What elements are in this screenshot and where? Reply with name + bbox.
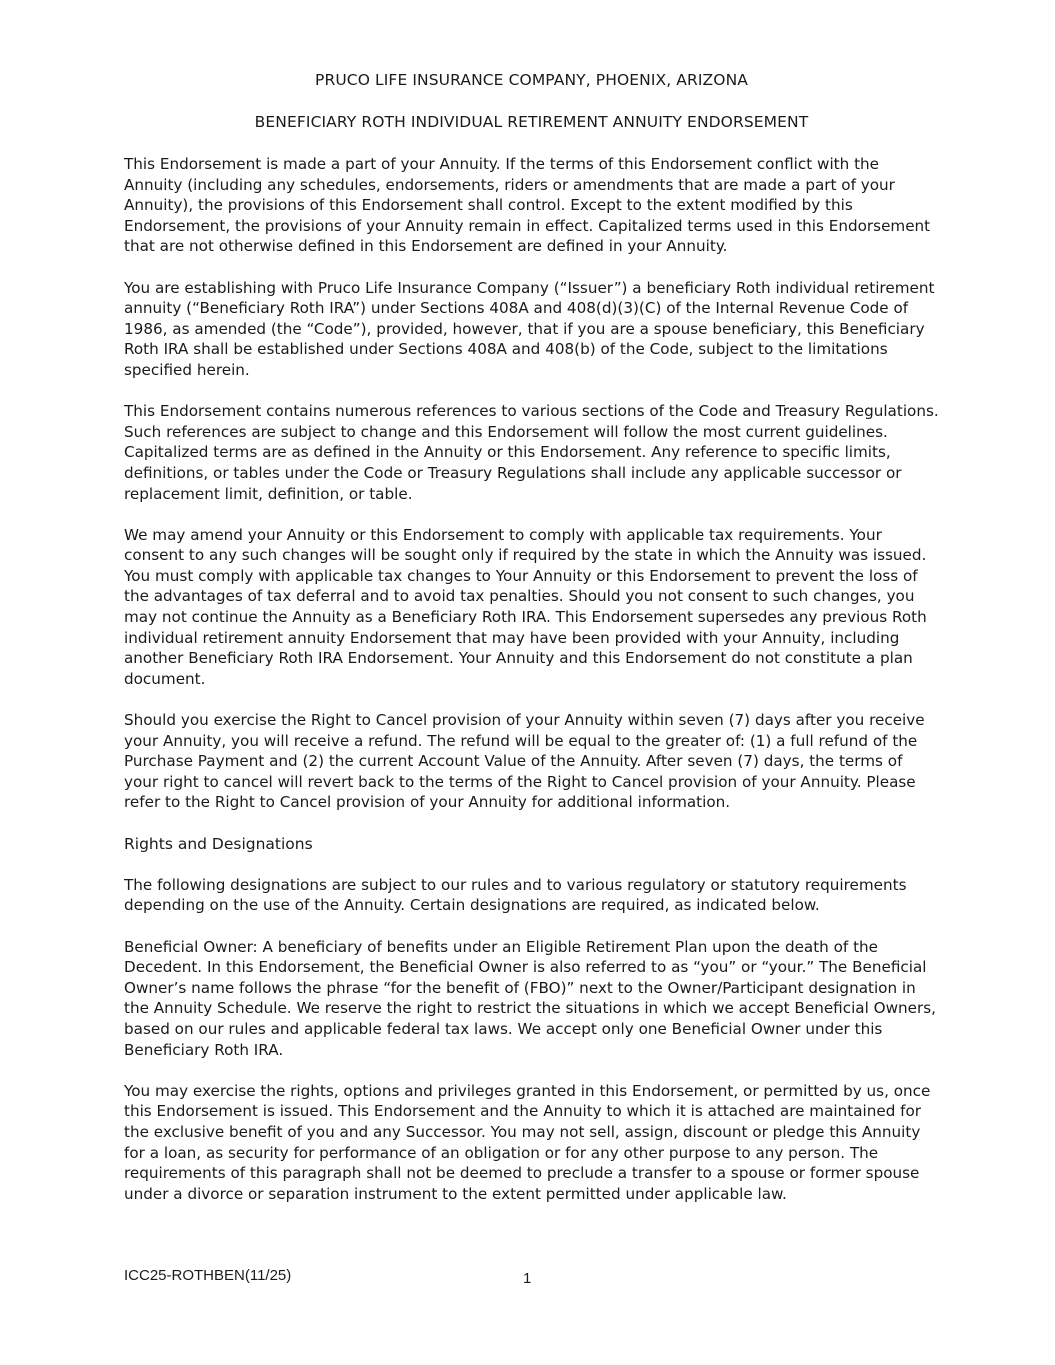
company-heading: PRUCO LIFE INSURANCE COMPANY, PHOENIX, ARIZONA [315,71,748,89]
paragraph-code-references: This Endorsement contains numerous references to various sections of the Code and Treasury Regulations. Such references are subject to change and this Endorsement will follow the most current guidelines. Capitalized terms are as defined in the Annuity or this Endorsement. Any reference to specific limits, definitions, or tables under the Code or Treasury Regulations shall include any applicable successor or replacement limit, definition, or table. [124,402,939,503]
beneficial-owner-definition: A beneficiary of benefits under an Eligible Retirement Plan upon the death of the Decedent. In this Endorsement, the Beneficial Owner is also referred to as “you” or “your.” The Beneficial Owner’s name follows the phrase “for the benefit of (FBO)” next to the Owner/Participant designation in the Annuity Schedule. We reserve the right to restrict the situations in which we accept Beneficial Owners, based on our rules and applicable federal tax laws. We accept only one Beneficial Owner under this Beneficiary Roth IRA. [124,937,936,1059]
footer-form-number: ICC25-ROTHBEN(11/25) [124,1267,292,1284]
document-title: BENEFICIARY ROTH INDIVIDUAL RETIREMENT ANNUITY ENDORSEMENT [254,113,809,131]
paragraph-endorsement-part: This Endorsement is made a part of your Annuity. If the terms of this Endorsement conflict with the Annuity (including any schedules, endorsements, riders or amendments that are made a part of your Annuity), the provisions of this Endorsement shall control. Except to the extent modified by this Endorsement, the provisions of your Annuity remain in effect. Capitalized terms used in this Endorsement that are not otherwise defined in this Endorsement are defined in your Annuity. [124,155,931,256]
paragraph-beneficial-owner [124,937,939,1061]
paragraph-right-to-cancel: Should you exercise the Right to Cancel provision of your Annuity within seven (7) days after you receive your Annuity, you will receive a refund. The refund will be equal to the greater of: (1) a full refund of the Purchase Payment and (2) the current Account Value of the Annuity. After seven (7) days, the terms of your right to cancel will revert back to the terms of the Right to Cancel provision of your Annuity. Please refer to the Right to Cancel provision of your Annuity for additional information. [124,711,925,812]
paragraph-designations-intro: The following designations are subject to our rules and to various regulatory or statutory requirements depending on the use of the Annuity. Certain designations are required, as indicated below. [124,875,907,915]
paragraph-establishing: You are establishing with Pruco Life Insurance Company (“Issuer”) a beneficiary Roth individual retirement annuity (“Beneficiary Roth IRA”) under Sections 408A and 408(d)(3)(C) of the Internal Revenue Code of 1986, as amended (the “Code”), provided, however, that if you are a spouse beneficiary, this Beneficiary Roth IRA shall be established under Sections 408A and 408(b) of the Code, subject to the limitations specified herein. [124,278,935,379]
paragraph-amendments: We may amend your Annuity or this Endorsement to comply with applicable tax requirements. Your consent to any such changes will be sought only if required by the state in which the Annuity was issued. You must comply with applicable tax changes to Your Annuity or this Endorsement to prevent the loss of the advantages of tax deferral and to avoid tax penalties. Should you not consent to such changes, you may not continue the Annuity as a Beneficiary Roth IRA. This Endorsement supersedes any previous Roth individual retirement annuity Endorsement that may have been provided with your Annuity, including another Beneficiary Roth IRA Endorsement. Your Annuity and this Endorsement do not constitute a plan document. [124,525,927,688]
paragraph-rights-privileges: You may exercise the rights, options and privileges granted in this Endorsement, or permitted by us, once this Endorsement is issued. This Endorsement and the Annuity to which it is attached are maintained for the exclusive benefit of you and any Successor. You may not sell, assign, discount or pledge this Annuity for a loan, as security for performance of an obligation or for any other purpose to any person. The requirements of this paragraph shall not be deemed to preclude a transfer to a spouse or former spouse under a divorce or separation instrument to the extent permitted under applicable law. [124,1081,931,1203]
section-heading-rights: Rights and Designations [124,834,313,853]
footer-page-number: 1 [523,1270,532,1287]
beneficial-owner-term: Beneficial Owner: [124,937,258,956]
document-page [124,70,939,1225]
